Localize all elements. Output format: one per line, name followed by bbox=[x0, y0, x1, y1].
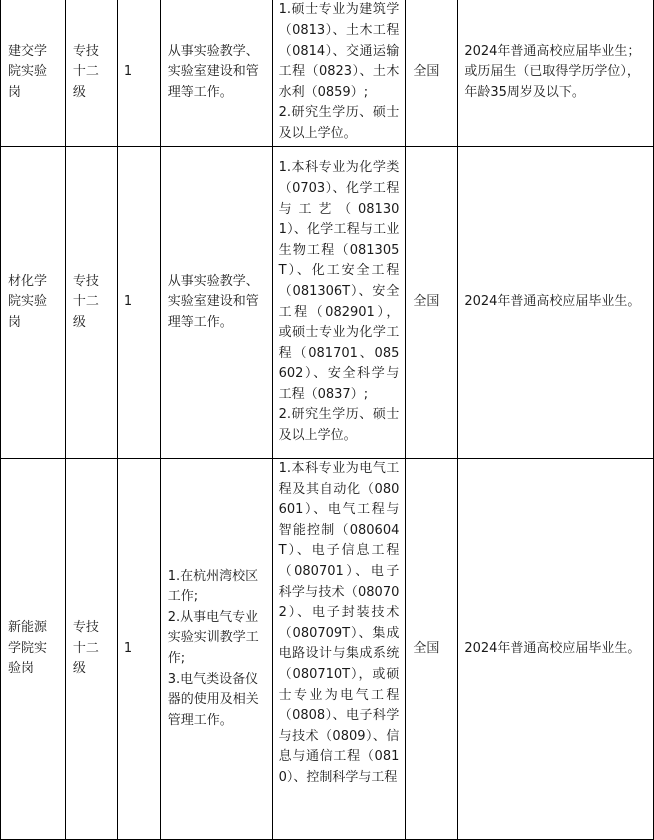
level-cell: 专技十二级 bbox=[65, 0, 117, 147]
scope-cell: 全国 bbox=[406, 147, 458, 459]
duty-line: 从事实验教学、实验室建设和管理等工作。 bbox=[167, 43, 259, 100]
major-line: 2.研究生学历、硕士及以上学位。 bbox=[278, 407, 400, 444]
level-cell: 专技十二级 bbox=[65, 147, 117, 459]
duty-line: 2.从事电气专业实验实训教学工作; bbox=[167, 609, 259, 666]
dept-cell: 新能源学院实验岗 bbox=[1, 459, 66, 840]
count-cell: 1 bbox=[117, 459, 160, 840]
table-row bbox=[1, 459, 654, 840]
major-line: 1.硕士专业为建筑学（0813）、土木工程（0814）、交通运输工程（0823）、土木水利（0859）; bbox=[278, 2, 400, 100]
majors-cell bbox=[272, 459, 406, 840]
table-row bbox=[1, 147, 654, 459]
scope-cell: 全国 bbox=[406, 459, 458, 840]
duty-line: 3.电气类设备仪器的使用及相关管理工作。 bbox=[167, 671, 259, 728]
major-line: 1.本科专业为电气工程及其自动化（080601）、电气工程与智能控制（080604T）、电子信息工程（080701）、电子科学与技术（080702）、电子封装技术（080709T）、集成电路设计与集成系统（080710T），或硕士专业为电气工程（0808）、电子科学与技术（0809）、信息与通信工程（0810）、控制科学与工程 bbox=[278, 461, 400, 785]
duty-line: 1.在杭州湾校区工作; bbox=[167, 568, 259, 605]
duties-cell bbox=[160, 0, 272, 147]
requirements-cell: 2024年普通高校应届毕业生。 bbox=[458, 147, 654, 459]
majors-cell bbox=[272, 147, 406, 459]
duties-cell bbox=[160, 147, 272, 459]
level-cell: 专技十二级 bbox=[65, 459, 117, 840]
majors-cell bbox=[272, 0, 406, 147]
requirements-cell: 2024年普通高校应届毕业生；或历届生（已取得学历学位），年龄35周岁及以下。 bbox=[458, 0, 654, 147]
scope-cell: 全国 bbox=[406, 0, 458, 147]
major-line: 2.研究生学历、硕士及以上学位。 bbox=[278, 105, 400, 141]
count-cell: 1 bbox=[117, 147, 160, 459]
requirements-cell: 2024年普通高校应届毕业生。 bbox=[458, 459, 654, 840]
duties-cell bbox=[160, 459, 272, 840]
table-row bbox=[1, 0, 654, 147]
major-line: 1.本科专业为化学类（0703）、化学工程与工艺（081301）、化学工程与工业生物工程（081305T）、化工安全工程（081306T）、安全工程（082901），或硕士专业为化学工程（081701、085602）、安全科学与工程（0837）; bbox=[278, 160, 400, 402]
dept-cell: 材化学院实验岗 bbox=[1, 147, 66, 459]
duty-line: 从事实验教学、实验室建设和管理等工作。 bbox=[167, 273, 259, 330]
dept-cell: 建交学院实验岗 bbox=[1, 0, 66, 147]
count-cell: 1 bbox=[117, 0, 160, 147]
